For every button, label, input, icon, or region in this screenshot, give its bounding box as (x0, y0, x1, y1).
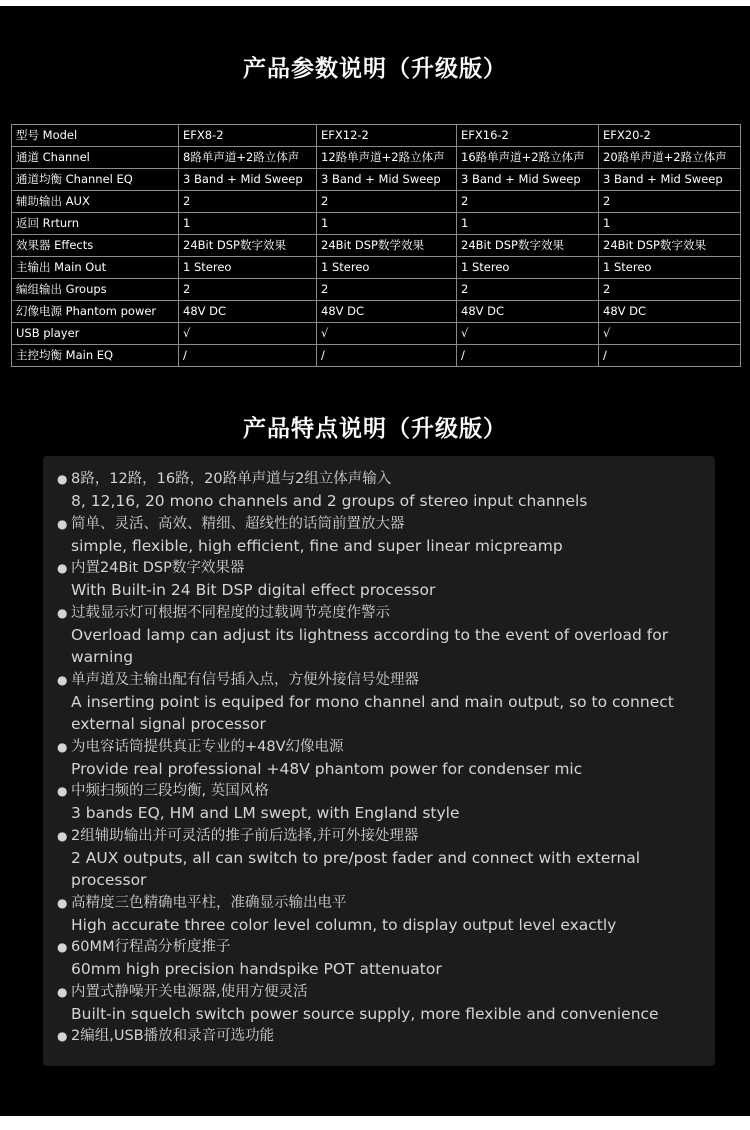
spec-value-cell: 48V DC (457, 301, 599, 323)
feature-item (57, 513, 715, 558)
feature-item (57, 981, 715, 1026)
spec-value-cell: √ (599, 323, 741, 345)
feature-text-en: simple, flexible, high efficient, fine and super linear micpreamp (71, 536, 563, 555)
spec-row (12, 235, 741, 257)
spec-row (12, 191, 741, 213)
spec-value-cell: 1 (457, 213, 599, 235)
spec-value-cell: 3 Band + Mid Sweep (457, 169, 599, 191)
spec-value-cell: EFX8-2 (179, 125, 317, 147)
feature-text-cn: 高精度三色精确电平柱，准确显示输出电平 (71, 894, 347, 911)
feature-text-cn: 内置式静噪开关电源器,使用方便灵活 (71, 983, 308, 1000)
spec-label-cell: 通道均衡 Channel EQ (12, 169, 179, 191)
feature-text-cn: 2组辅助输出并可灵活的推子前后选择,并可外接处理器 (71, 827, 419, 844)
spec-value-cell: 24Bit DSP数字效果 (599, 235, 741, 257)
spec-value-cell: 2 (317, 191, 457, 213)
feature-text-cn: 单声道及主输出配有信号插入点，方便外接信号处理器 (71, 671, 419, 688)
spec-label-cell: USB player (12, 323, 179, 345)
spec-label-cell: 幻像电源 Phantom power (12, 301, 179, 323)
spec-value-cell: 1 (599, 213, 741, 235)
bullet-icon: ● (57, 605, 68, 620)
feature-item (57, 780, 715, 825)
spec-value-cell: 3 Band + Mid Sweep (599, 169, 741, 191)
spec-label-cell: 主控均衡 Main EQ (12, 345, 179, 367)
spec-value-cell: 1 Stereo (317, 257, 457, 279)
spec-row (12, 257, 741, 279)
spec-value-cell: 1 (317, 213, 457, 235)
feature-text-en: Built-in squelch switch power source supply, more flexible and convenience (71, 1004, 659, 1023)
feature-text-en: With Built-in 24 Bit DSP digital effect processor (71, 581, 436, 599)
spec-row (12, 345, 741, 367)
spec-value-cell: / (179, 345, 317, 367)
spec-value-cell: 24Bit DSP数字效果 (179, 235, 317, 257)
feature-text-en: High accurate three color level column, to display output level exactly (71, 915, 617, 934)
feature-text-cn: 过载显示灯可根据不同程度的过载调节亮度作警示 (71, 604, 390, 621)
spec-value-cell: 24Bit DSP数学效果 (317, 235, 457, 257)
feature-text-en: Overload lamp can adjust its lightness according to the event of overload for warning (71, 625, 669, 666)
spec-value-cell: EFX12-2 (317, 125, 457, 147)
spec-value-cell: 1 Stereo (599, 257, 741, 279)
spec-row (12, 301, 741, 323)
spec-value-cell: 16路单声道+2路立体声 (457, 147, 599, 169)
spec-value-cell: 1 Stereo (457, 257, 599, 279)
bullet-icon: ● (57, 472, 68, 486)
feature-text-cn: 为电容话筒提供真正专业的+48V幻像电源 (71, 738, 344, 755)
features-title: 产品特点说明（升级版） (243, 416, 507, 442)
feature-text-cn: 8路，12路，16路，20路单声道与2组立体声输入 (71, 471, 392, 487)
spec-label-cell: 辅助输出 AUX (12, 191, 179, 213)
spec-value-cell: / (457, 345, 599, 367)
feature-text-en: 2 AUX outputs, all can switch to pre/post fader and connect with external processor (71, 848, 641, 889)
spec-value-cell: / (317, 345, 457, 367)
spec-label-cell: 编组输出 Groups (12, 279, 179, 301)
bullet-icon: ● (57, 895, 68, 910)
bullet-icon: ● (57, 784, 68, 798)
spec-row (12, 279, 741, 301)
spec-value-cell: 1 (179, 213, 317, 235)
bullet-icon: ● (57, 984, 68, 999)
spec-value-cell: 2 (179, 191, 317, 213)
bullet-icon: ● (57, 516, 68, 531)
spec-value-cell: 1 Stereo (179, 257, 317, 279)
spec-value-cell: 2 (457, 191, 599, 213)
feature-item (57, 669, 715, 736)
spec-value-cell: 8路单声道+2路立体声 (179, 147, 317, 169)
spec-title: 产品参数说明（升级版） (243, 56, 507, 82)
spec-label-cell: 通道 Channel (12, 147, 179, 169)
spec-row (12, 213, 741, 235)
spec-value-cell: 20路单声道+2路立体声 (599, 147, 741, 169)
spec-value-cell: 2 (599, 191, 741, 213)
feature-text-cn: 内置24Bit DSP数字效果器 (71, 560, 245, 576)
spec-value-cell: 12路单声道+2路立体声 (317, 147, 457, 169)
spec-table (11, 124, 741, 367)
spec-value-cell: √ (317, 323, 457, 345)
spec-value-cell: 2 (457, 279, 599, 301)
spec-value-cell: 2 (317, 279, 457, 301)
spec-row (12, 169, 741, 191)
feature-item (57, 602, 715, 669)
spec-value-cell: / (599, 345, 741, 367)
feature-item (57, 1025, 715, 1047)
feature-item (57, 468, 715, 513)
spec-value-cell: 48V DC (179, 301, 317, 323)
spec-value-cell: 3 Band + Mid Sweep (317, 169, 457, 191)
product-page (0, 6, 750, 1116)
bullet-icon: ● (57, 1029, 68, 1043)
feature-text-cn: 2编组,USB播放和录音可选功能 (71, 1028, 275, 1044)
feature-text-cn: 60MM行程高分析度推子 (71, 939, 231, 955)
bullet-icon: ● (57, 940, 68, 954)
feature-item (57, 892, 715, 937)
spec-value-cell: 2 (599, 279, 741, 301)
spec-value-cell: 3 Band + Mid Sweep (179, 169, 317, 191)
bullet-icon: ● (57, 561, 68, 575)
feature-text-en: 8, 12,16, 20 mono channels and 2 groups of stereo input channels (71, 492, 588, 510)
spec-label-cell: 效果器 Effects (12, 235, 179, 257)
spec-table-body (12, 125, 741, 367)
spec-row (12, 147, 741, 169)
spec-label-cell: 主输出 Main Out (12, 257, 179, 279)
spec-value-cell: √ (457, 323, 599, 345)
spec-value-cell: EFX20-2 (599, 125, 741, 147)
feature-item (57, 936, 715, 981)
bullet-icon: ● (57, 739, 68, 754)
bullet-icon: ● (57, 828, 68, 843)
feature-item (57, 557, 715, 602)
feature-text-cn: 中频扫频的三段均衡, 英国风格 (71, 783, 269, 799)
spec-label-cell: 返回 Rrturn (12, 213, 179, 235)
spec-row (12, 323, 741, 345)
spec-value-cell: √ (179, 323, 317, 345)
bullet-icon: ● (57, 672, 68, 687)
spec-label-cell: 型号 Model (12, 125, 179, 147)
feature-item (57, 825, 715, 892)
spec-value-cell: 48V DC (599, 301, 741, 323)
feature-text-cn: 简单、灵活、高效、精细、超线性的话筒前置放大器 (71, 515, 405, 532)
spec-value-cell: 2 (179, 279, 317, 301)
features-panel (43, 456, 715, 1066)
spec-header-row (12, 125, 741, 147)
feature-text-en: A inserting point is equiped for mono channel and main output, so to connect external signal processor (71, 692, 674, 733)
features-list (43, 456, 715, 1047)
spec-value-cell: 24Bit DSP数字效果 (457, 235, 599, 257)
spec-value-cell: 48V DC (317, 301, 457, 323)
feature-text-en: 60mm high precision handspike POT attenuator (71, 960, 442, 978)
feature-text-en: 3 bands EQ, HM and LM swept, with England style (71, 804, 460, 822)
feature-text-en: Provide real professional +48V phantom power for condenser mic (71, 759, 583, 778)
spec-value-cell: EFX16-2 (457, 125, 599, 147)
feature-item (57, 736, 715, 781)
